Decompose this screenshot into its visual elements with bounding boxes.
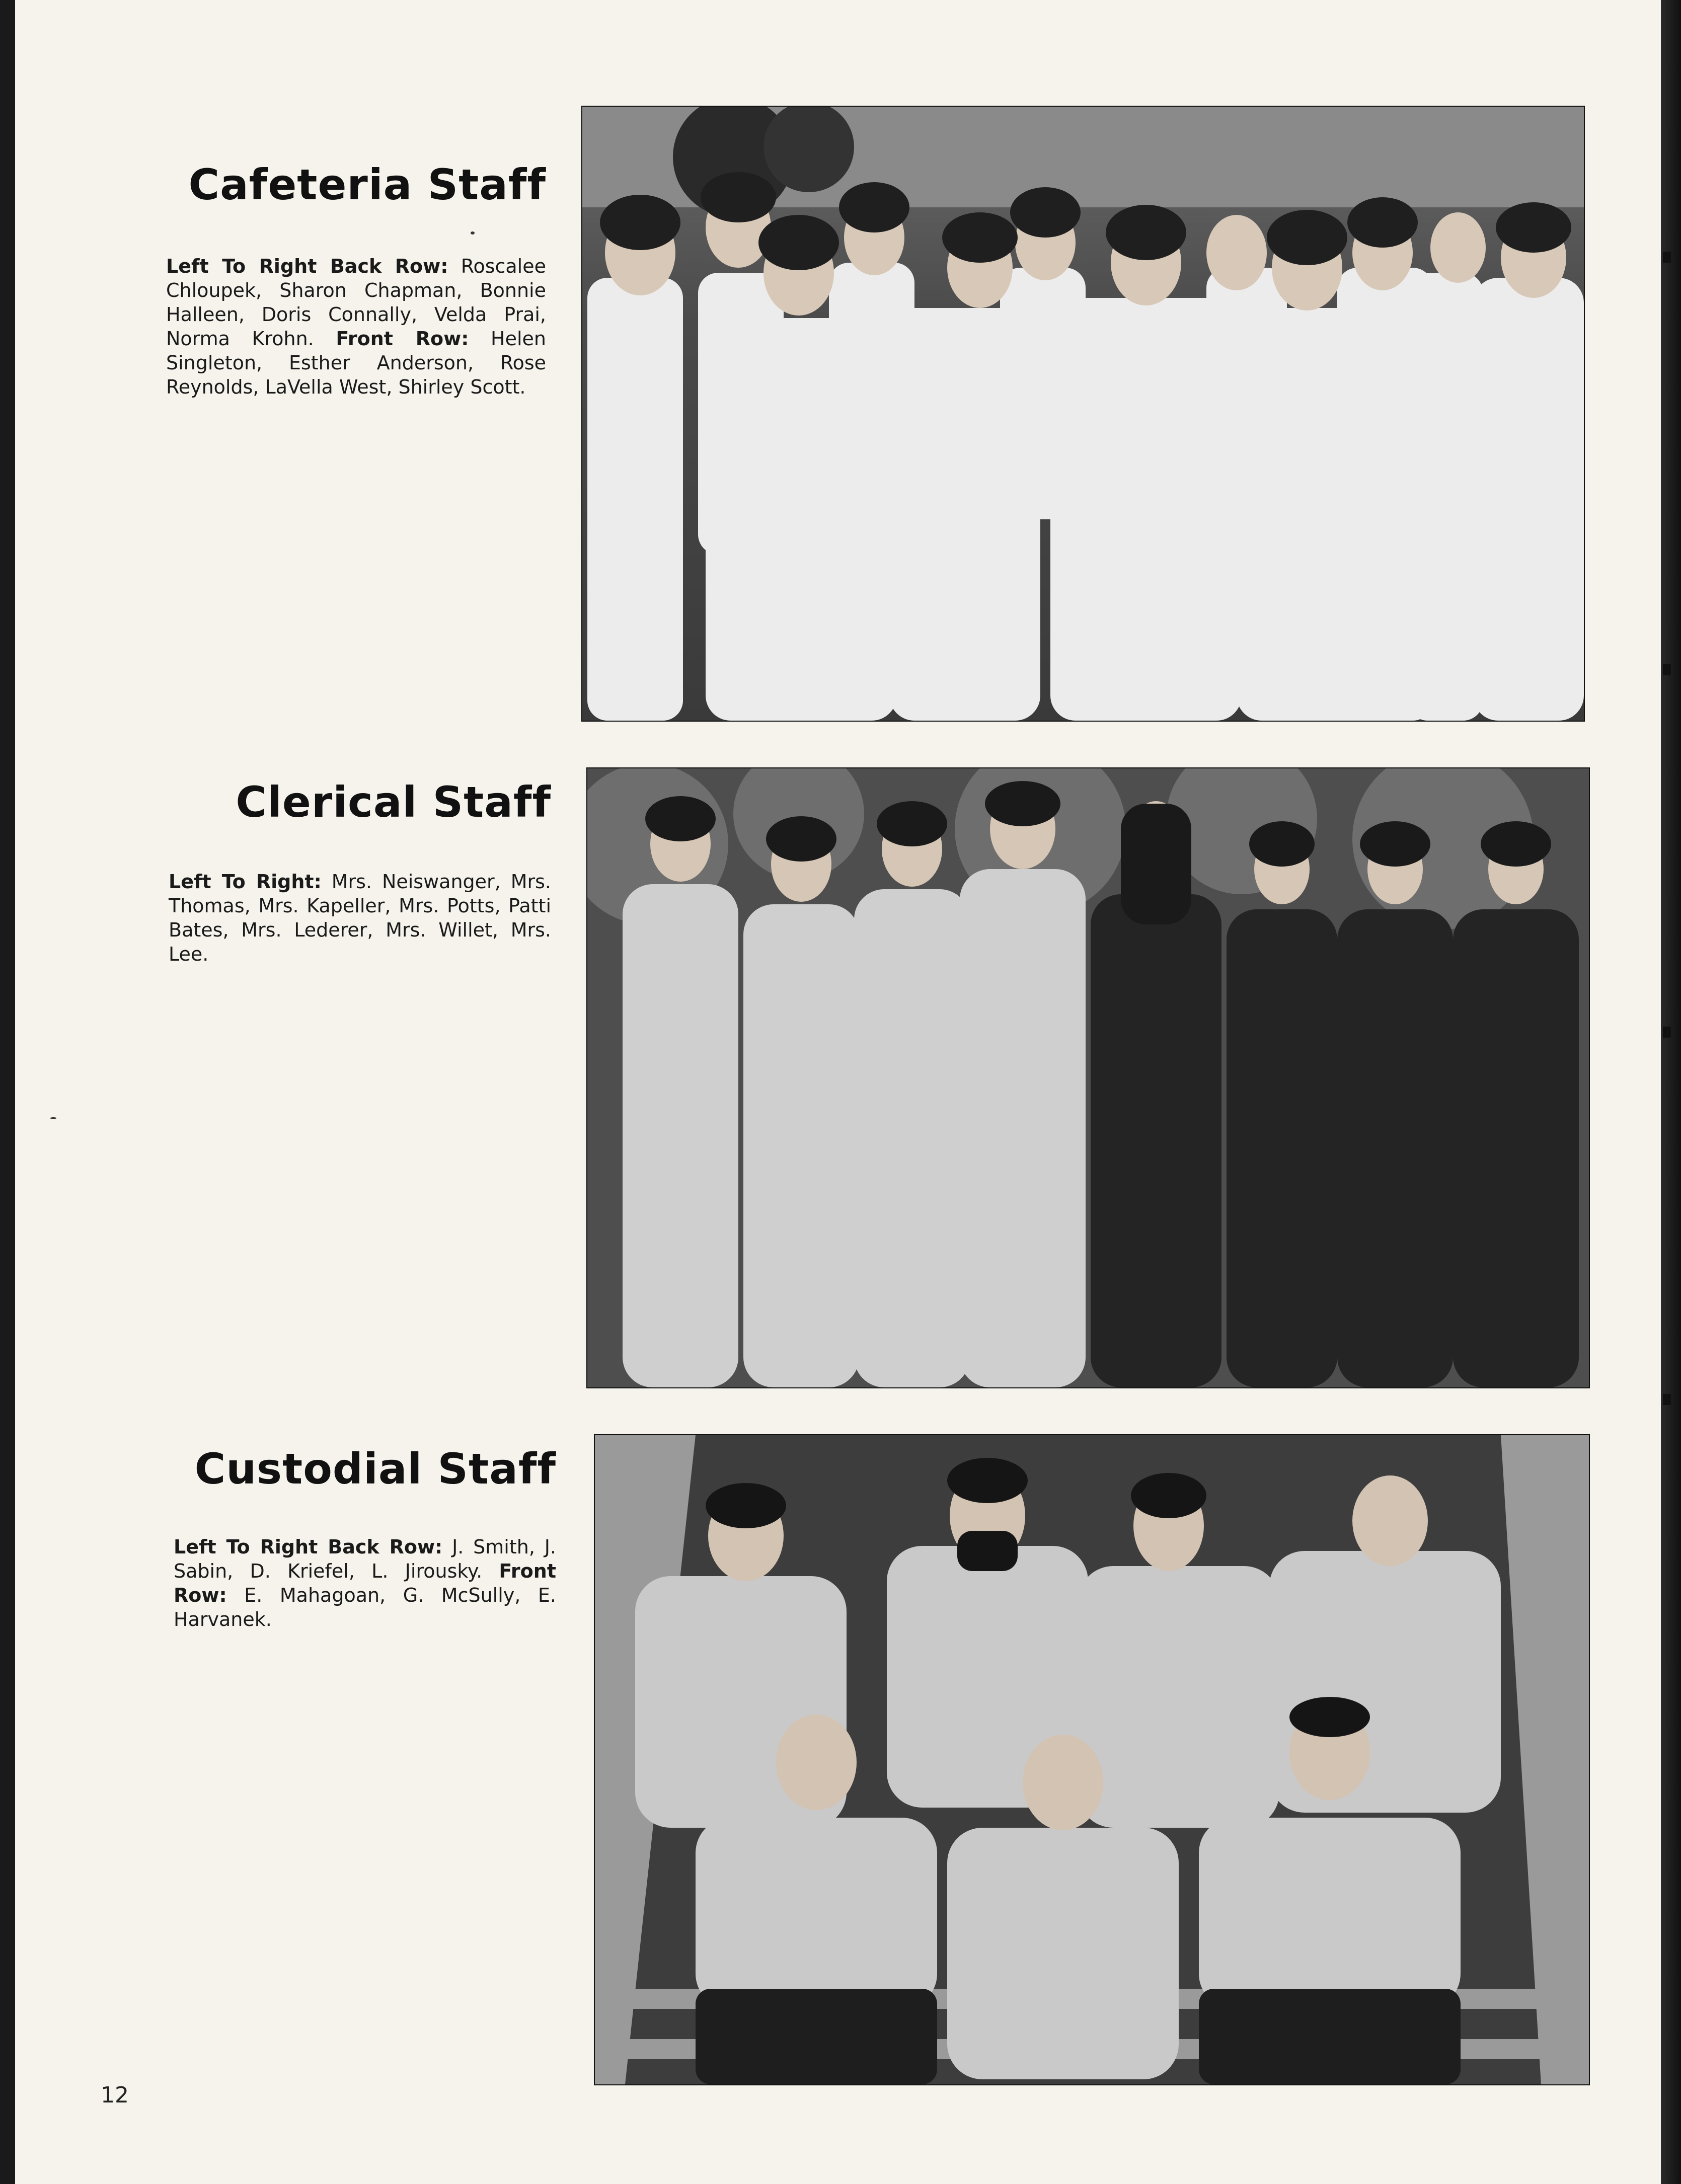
cafeteria-caption-text-2: Helen Singleton, Esther Anderson, Rose Reynolds, LaVella West, Shirley Scott. xyxy=(166,328,546,398)
binding-mark xyxy=(1663,1394,1671,1405)
custodial-photo-image xyxy=(595,1435,1589,2084)
binding-mark xyxy=(1663,252,1671,263)
cafeteria-caption xyxy=(166,254,546,399)
clerical-caption xyxy=(169,870,551,966)
clerical-caption-text-1: Mrs. Neiswanger, Mrs. Thomas, Mrs. Kapeller, Mrs. Potts, Patti Bates, Mrs. Lederer, Mrs. Willet, Mrs. Lee. xyxy=(169,871,551,965)
clerical-heading: Clerical Staff xyxy=(236,777,551,827)
custodial-staff-photo xyxy=(594,1434,1590,2085)
cafeteria-caption-text-1: Roscalee Chloupek, Sharon Chapman, Bonnie Halleen, Doris Connally, Velda Prai, Norma Krohn. xyxy=(166,255,547,350)
binding-mark xyxy=(1663,1027,1671,1038)
custodial-caption xyxy=(174,1535,556,1631)
yearbook-page xyxy=(15,0,1661,2184)
cafeteria-heading: Cafeteria Staff xyxy=(188,160,546,209)
paper-speck xyxy=(471,231,475,235)
cafeteria-photo-image xyxy=(582,107,1584,721)
paper-speck xyxy=(50,1117,56,1119)
clerical-caption-label-1: Left To Right: xyxy=(169,871,322,893)
clerical-photo-image xyxy=(587,768,1589,1387)
custodial-caption-label-1: Left To Right Back Row: xyxy=(174,1536,443,1558)
cafeteria-staff-photo xyxy=(581,106,1585,722)
clerical-staff-photo xyxy=(586,767,1590,1388)
cafeteria-caption-label-2: Front Row: xyxy=(336,328,469,350)
page-number: 12 xyxy=(101,2082,129,2108)
custodial-caption-text-1: J. Smith, J. Sabin, D. Kriefel, L. Jirousky. xyxy=(174,1536,557,1582)
custodial-caption-text-2: E. Mahagoan, G. McSully, E. Harvanek. xyxy=(174,1584,556,1630)
page-binding-edge xyxy=(1661,0,1681,2184)
custodial-caption-label-2: Front Row: xyxy=(174,1560,556,1606)
binding-mark xyxy=(1663,664,1671,675)
cafeteria-caption-label-1: Left To Right Back Row: xyxy=(166,255,448,277)
custodial-heading: Custodial Staff xyxy=(194,1444,556,1494)
